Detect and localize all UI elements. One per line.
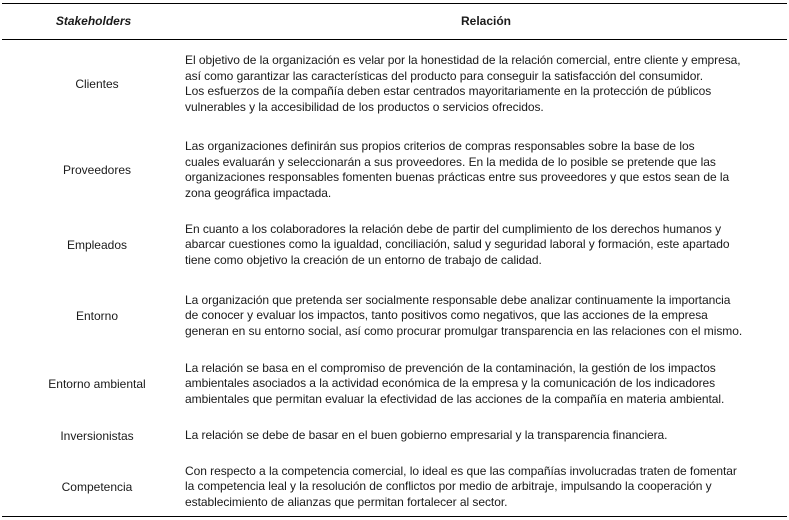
relation-cell — [185, 132, 785, 208]
header-relacion: Relación — [460, 14, 511, 28]
table-header — [2, 4, 787, 40]
stakeholder-cell: Competencia — [61, 480, 133, 494]
relation-cell — [185, 216, 785, 274]
table-row — [2, 354, 787, 414]
relation-cell — [185, 46, 785, 122]
relation-cell — [185, 424, 785, 448]
table-row — [2, 216, 787, 274]
relation-text: La relación se basa en el compromiso de prevención de la contaminación, la gestión de los impactos ambientales asociados a la actividad económica de la empresa y la comunicación de los indicadores ambientales que permitan evaluar la efectividad de las acciones de la compañía en materia ambiental. — [185, 360, 725, 406]
stakeholders-table — [2, 3, 787, 517]
stakeholder-cell: Entorno ambiental — [48, 377, 146, 391]
table-row — [2, 46, 787, 122]
stakeholder-cell: Proveedores — [62, 163, 132, 177]
table-row — [2, 132, 787, 208]
table-row — [2, 458, 787, 516]
relation-text: Las organizaciones definirán sus propios criterios de compras responsables sobre la base de los cuales evaluarán y seleccionarán a sus proveedores. En la medida de lo posible se pretende que las organizaciones responsables fomenten buenas prácticas entre sus proveedores y que estos sean de la zona geográfica impactada. — [185, 139, 730, 200]
relation-text: El objetivo de la organización es velar por la honestidad de la relación comercial, entre cliente y empresa, así como garantizar las características del producto para conseguir la satisfacción del consumidor. Los esfuerzos de la compañía deben estar centrados mayoritariamente en la protección de públicos vulnerables y la accesibilidad de los productos o servicios ofrecidos. — [185, 53, 741, 114]
relation-cell — [185, 286, 785, 346]
relation-cell — [185, 458, 785, 516]
header-stakeholders: Stakeholders — [55, 14, 132, 28]
stakeholder-cell: Clientes — [75, 77, 119, 91]
relation-cell — [185, 354, 785, 414]
table-row — [2, 286, 787, 346]
stakeholder-cell: Entorno — [75, 309, 119, 323]
relation-text: En cuanto a los colaboradores la relación debe de partir del cumplimiento de los derechos humanos y abarcar cuestiones como la igualdad, conciliación, salud y seguridad laboral y formación, este apartado tiene como objetivo la creación de un entorno de trabajo de calidad. — [185, 221, 730, 267]
stakeholder-cell: Empleados — [66, 238, 128, 252]
table-row — [2, 424, 787, 448]
relation-text: La relación se debe de basar en el buen gobierno empresarial y la transparencia financiera. — [185, 428, 668, 443]
stakeholder-cell: Inversionistas — [60, 429, 134, 443]
relation-text: Con respecto a la competencia comercial, lo ideal es que las compañías involucradas traten de fomentar la competencia leal y la resolución de conflictos por medio de arbitraje, impulsando la cooperación y establecimiento de alianzas que permitan fortalecer al sector. — [185, 463, 737, 509]
relation-text: La organización que pretenda ser socialmente responsable debe analizar continuamente la importancia de conocer y evaluar los impactos, tanto positivos como negativos, que las acciones de la empresa generan en su entorno social, así como procurar promulgar transparencia en las relaciones con el mismo. — [185, 292, 743, 338]
